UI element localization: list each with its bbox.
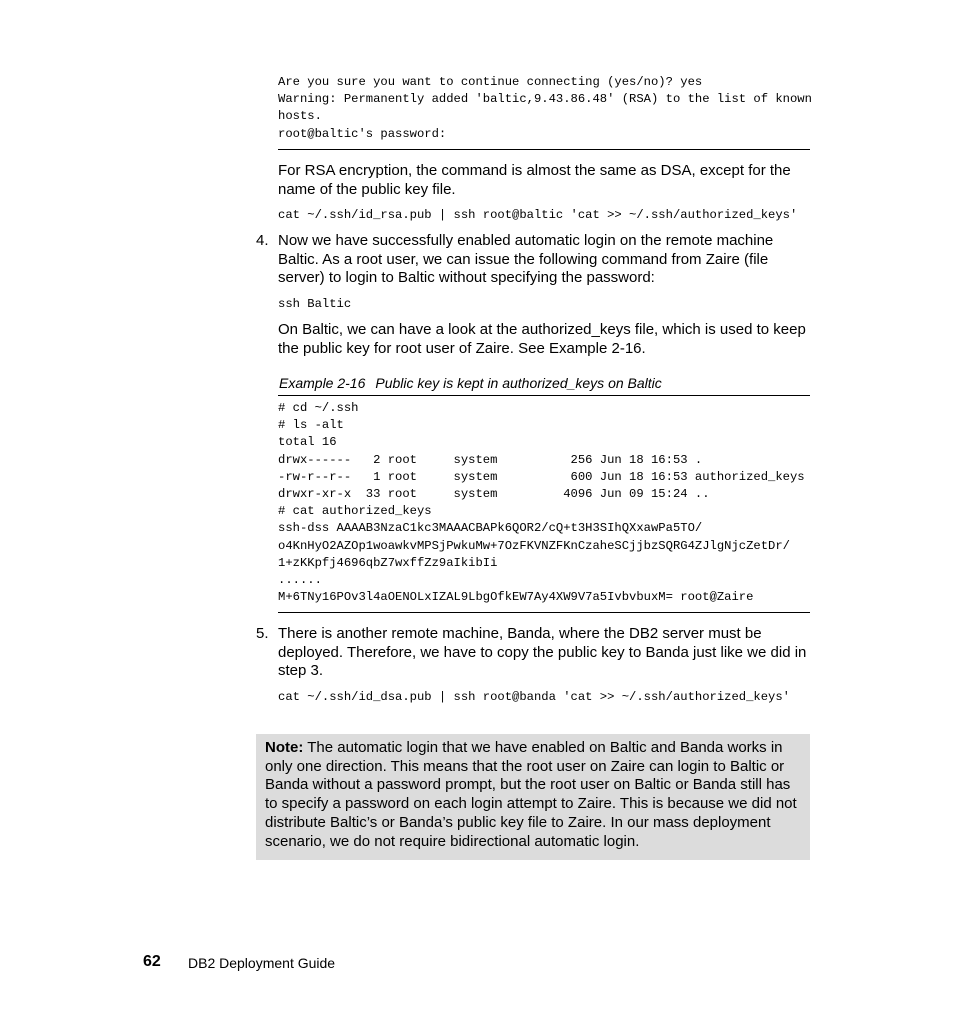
code-line: Are you sure you want to continue connecting (yes/no)? yes [278, 75, 703, 89]
example-bottom-rule [278, 612, 810, 613]
code-line: # cat authorized_keys [278, 504, 432, 519]
example-code-block [278, 400, 805, 606]
code-line: -rw-r--r-- 1 root system 600 Jun 18 16:53 authorized_keys [278, 469, 805, 484]
note-text [265, 739, 805, 851]
code-line: o4KnHyO2AZOp1woawkvMPSjPwkuMw+7OzFKVNZFKnCzaheSCjjbzSQRG4ZJlgNjcZetDr/ [278, 538, 790, 553]
example-caption [279, 374, 662, 392]
code-block-top [278, 74, 812, 143]
example-title: Public key is kept in authorized_keys on Baltic [375, 375, 662, 391]
code-line: M+6TNy16POv3l4aOENOLxIZAL9LbgOfkEW7Ay4XW9V7a5IvbvbuxM= root@Zaire [278, 590, 754, 605]
book-title: DB2 Deployment Guide [188, 955, 336, 971]
note-body: The automatic login that we have enabled on Baltic and Banda works in only one direction. This means that the root user on Zaire can login to Baltic or Banda without a password prompt, but the root user on Baltic or Banda still has to specify a password on each login attempt to Zaire. This is because we did not distribute Baltic’s or Banda’s public key file to Zaire. In our mass deployment scenario, we do not require bidirectional automatic login. [265, 739, 797, 850]
code-line: drwx------ 2 root system 256 Jun 18 16:53 . [278, 452, 703, 467]
step-5-command: cat ~/.ssh/id_dsa.pub | ssh root@banda 'cat >> ~/.ssh/authorized_keys' [278, 690, 790, 704]
example-top-rule [278, 395, 810, 396]
code-line: ssh-dss AAAAB3NzaC1kc3MAAACBAPk6QOR2/cQ+t3H3SIhQXxawPa5TO/ [278, 521, 703, 536]
example-label: Example 2-16 [279, 375, 366, 391]
rsa-paragraph: For RSA encryption, the command is almost the same as DSA, except for the name of the public key file. [278, 162, 791, 198]
code-line: 1+zKKpfj4696qbZ7wxffZz9aIkibIi [278, 555, 498, 570]
step-5-text: There is another remote machine, Banda, where the DB2 server must be deployed. Therefore, we have to copy the public key to Banda just like we did in step 3. [278, 625, 807, 680]
code-line: root@baltic's password: [278, 126, 447, 141]
step-4-followup: On Baltic, we can have a look at the authorized_keys file, which is used to keep the public key for root user of Zaire. See Example 2-16. [278, 321, 806, 357]
code-line: ...... [278, 573, 322, 588]
step-4-command: ssh Baltic [278, 297, 352, 311]
code-line: # ls -alt [278, 418, 344, 433]
note-label: Note: [265, 739, 304, 756]
step-5-number: 5. [256, 625, 269, 642]
code-block-bottom-rule [278, 149, 810, 150]
code-line: drwxr-xr-x 33 root system 4096 Jun 09 15:24 .. [278, 487, 710, 502]
note-box [256, 734, 810, 860]
step-4-number: 4. [256, 232, 269, 249]
step-4-text: Now we have successfully enabled automatic login on the remote machine Baltic. As a root user, we can issue the following command from Zaire (file server) to login to Baltic without specifying the password: [278, 232, 774, 287]
code-line: hosts. [278, 109, 322, 124]
page-number: 62 [143, 953, 161, 970]
code-line: # cd ~/.ssh [278, 401, 359, 415]
rsa-command: cat ~/.ssh/id_rsa.pub | ssh root@baltic 'cat >> ~/.ssh/authorized_keys' [278, 208, 798, 222]
code-line: Warning: Permanently added 'baltic,9.43.86.48' (RSA) to the list of known [278, 92, 812, 107]
code-line: total 16 [278, 435, 337, 450]
